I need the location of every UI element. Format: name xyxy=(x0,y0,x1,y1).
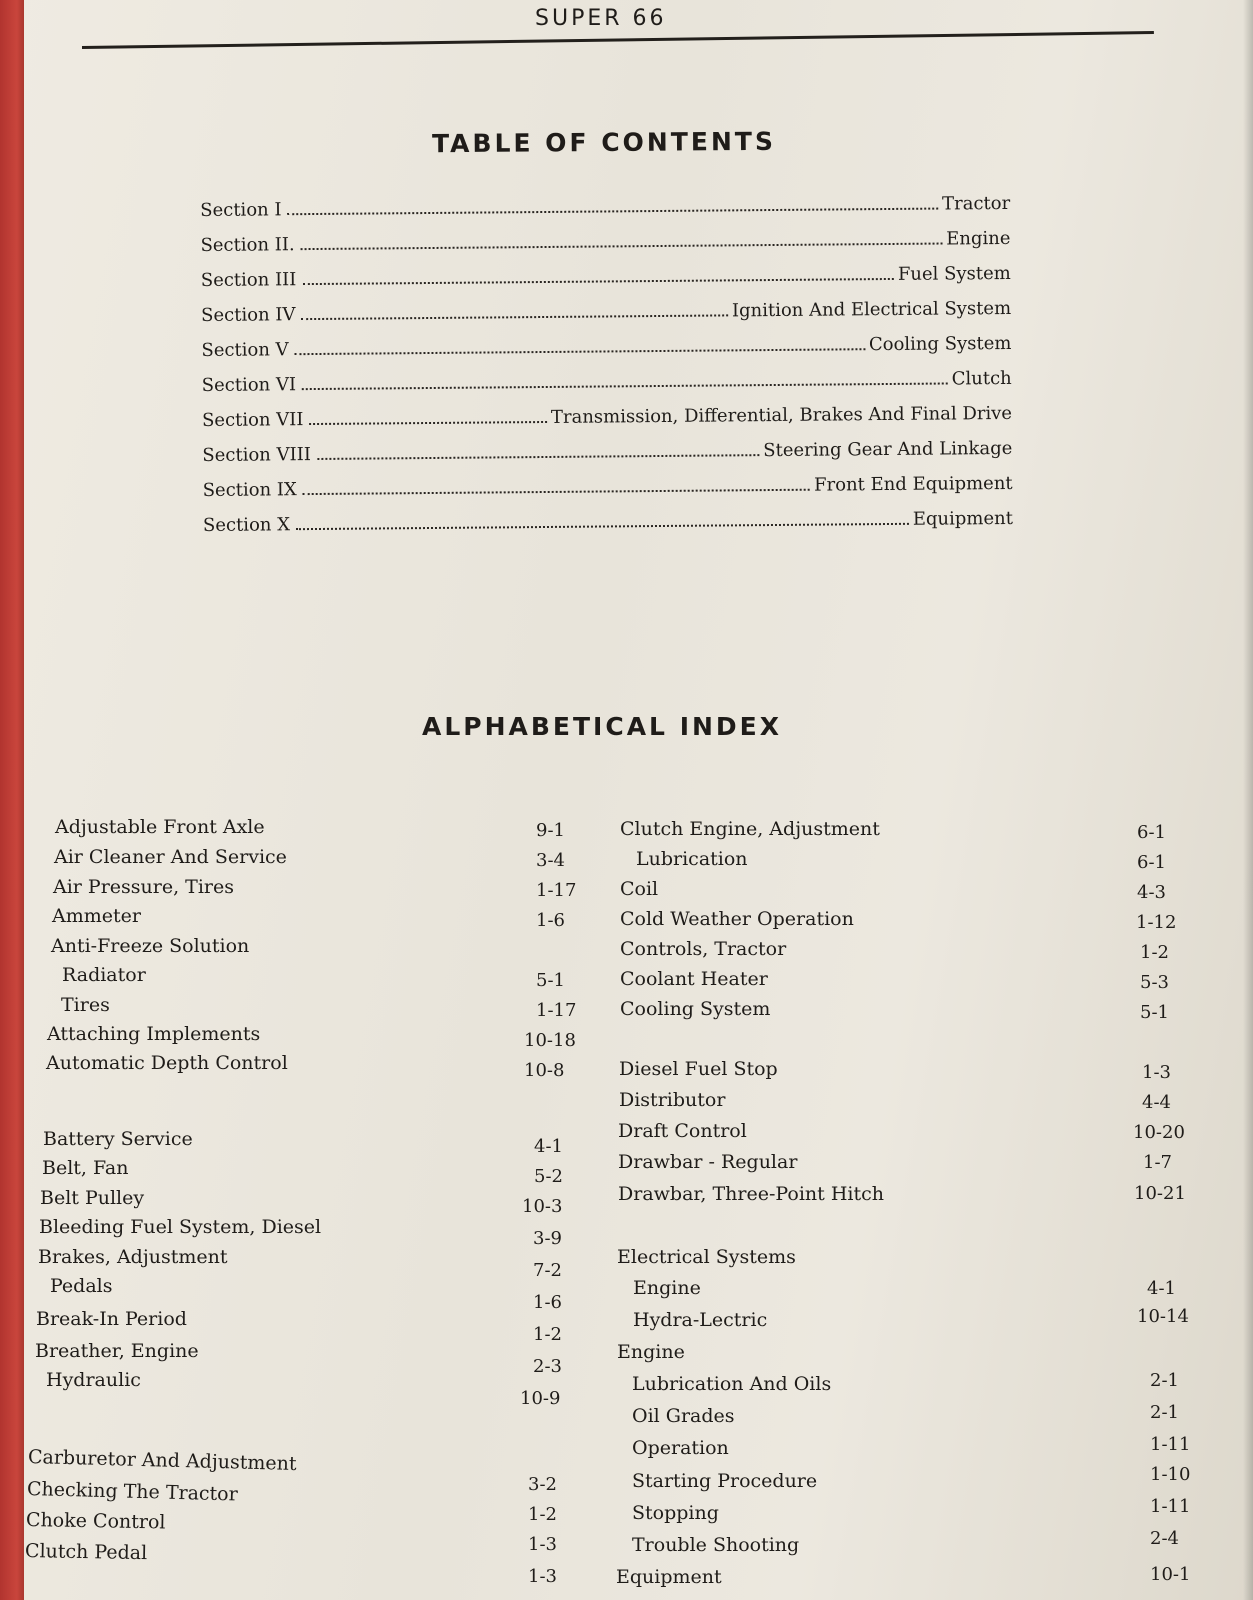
index-entry: Lubrication And Oils xyxy=(632,1373,832,1395)
index-entry: Drawbar, Three-Point Hitch xyxy=(618,1183,884,1205)
index-page: 1-11 xyxy=(1150,1434,1191,1455)
toc-section: Section I xyxy=(200,199,282,221)
index-page: 1-3 xyxy=(1142,1062,1171,1083)
toc-title: Cooling System xyxy=(868,332,1012,356)
page-shadow xyxy=(1243,0,1253,1600)
index-page: 1-3 xyxy=(528,1534,557,1555)
index-page: 1-2 xyxy=(533,1324,562,1345)
index-entry: Engine xyxy=(617,1341,685,1363)
toc-title: Ignition And Electrical System xyxy=(731,297,1012,322)
index-entry: Electrical Systems xyxy=(617,1246,796,1268)
index-page: 9-1 xyxy=(536,820,565,841)
index-page: 10-20 xyxy=(1133,1122,1185,1143)
toc-section: Section V xyxy=(201,339,289,361)
index-entry: Breather, Engine xyxy=(35,1340,199,1362)
index-page: 6-1 xyxy=(1137,822,1166,843)
toc-section: Section VIII xyxy=(202,444,311,466)
index-page: 1-2 xyxy=(528,1504,557,1525)
index-entry: Automatic Depth Control xyxy=(46,1052,288,1074)
index-page: 4-1 xyxy=(534,1136,563,1157)
toc-heading: TABLE OF CONTENTS xyxy=(431,126,777,159)
index-entry: Distributor xyxy=(619,1089,726,1111)
index-entry: Trouble Shooting xyxy=(632,1534,800,1556)
index-page: 1-3 xyxy=(528,1566,557,1587)
toc-leader xyxy=(301,243,943,251)
toc-leader xyxy=(303,489,810,495)
index-entry: Tires xyxy=(61,994,110,1016)
toc-leader xyxy=(296,523,909,530)
index-page: 5-1 xyxy=(536,970,565,991)
index-page: 3-4 xyxy=(536,850,565,871)
index-entry: Stopping xyxy=(632,1502,719,1524)
index-page: 10-21 xyxy=(1134,1183,1186,1204)
index-page: 1-7 xyxy=(1143,1152,1172,1173)
toc-title: Front End Equipment xyxy=(813,472,1013,496)
index-page: 10-14 xyxy=(1137,1306,1189,1327)
toc-section: Section X xyxy=(202,514,291,536)
index-page: 10-18 xyxy=(524,1030,576,1051)
index-entry: Operation xyxy=(632,1437,729,1459)
toc-leader xyxy=(301,314,728,320)
index-page: 10-9 xyxy=(520,1388,561,1409)
index-entry: Hydra-Lectric xyxy=(633,1309,768,1331)
index-page: 6-1 xyxy=(1137,852,1166,873)
index-entry: Ammeter xyxy=(52,905,141,927)
index-entry: Lubrication xyxy=(636,848,748,870)
toc-list xyxy=(200,179,1013,536)
toc-row xyxy=(203,494,1013,536)
index-entry: Engine xyxy=(633,1277,701,1299)
index-entry: Coil xyxy=(620,878,659,900)
index-entry: Controls, Tractor xyxy=(620,938,787,960)
index-heading: ALPHABETICAL INDEX xyxy=(422,712,783,741)
header-rule xyxy=(82,31,1154,49)
index-page: 10-8 xyxy=(524,1060,565,1081)
index-page: 1-2 xyxy=(1140,942,1169,963)
toc-title: Tractor xyxy=(941,192,1011,215)
index-entry: Equipment xyxy=(616,1566,722,1588)
toc-leader xyxy=(310,421,547,425)
index-entry: Attaching Implements xyxy=(47,1023,261,1045)
index-page: 10-1 xyxy=(1150,1564,1191,1585)
index-page: 1-11 xyxy=(1150,1496,1191,1517)
index-entry: Belt Pulley xyxy=(40,1187,145,1209)
toc-section: Section VII xyxy=(201,409,304,431)
index-page: 1-17 xyxy=(536,1000,577,1021)
index-entry: Brakes, Adjustment xyxy=(38,1246,228,1268)
index-entry: Anti-Freeze Solution xyxy=(51,935,250,957)
index-entry: Cold Weather Operation xyxy=(620,908,854,930)
index-page: 2-1 xyxy=(1150,1402,1179,1423)
toc-title: Clutch xyxy=(951,367,1012,390)
toc-leader xyxy=(317,454,759,460)
index-page: 2-1 xyxy=(1150,1370,1179,1391)
running-header: SUPER 66 xyxy=(535,6,667,31)
index-entry: Adjustable Front Axle xyxy=(55,816,265,838)
index-page: 2-4 xyxy=(1150,1528,1179,1549)
index-entry: Oil Grades xyxy=(632,1405,735,1427)
toc-title: Engine xyxy=(946,227,1011,250)
index-entry: Starting Procedure xyxy=(632,1470,818,1492)
index-entry: Hydraulic xyxy=(46,1369,141,1391)
index-page: 1-17 xyxy=(536,880,577,901)
binding-edge xyxy=(0,0,24,1600)
index-entry: Air Pressure, Tires xyxy=(53,876,235,898)
toc-section: Section VI xyxy=(201,374,297,396)
index-page: 1-6 xyxy=(533,1292,562,1313)
index-page: 5-3 xyxy=(1140,972,1169,993)
index-entry: Draft Control xyxy=(618,1120,747,1142)
index-page: 7-2 xyxy=(533,1260,562,1281)
index-entry: Pedals xyxy=(50,1275,113,1297)
toc-title: Transmission, Differential, Brakes And Final Drive xyxy=(550,402,1013,428)
index-page: 1-10 xyxy=(1150,1464,1191,1485)
index-entry: Carburetor And Adjustment xyxy=(27,1446,297,1476)
index-page: 4-3 xyxy=(1137,882,1166,903)
index-page: 1-6 xyxy=(536,910,565,931)
index-page: 4-4 xyxy=(1142,1092,1171,1113)
toc-leader xyxy=(302,382,948,390)
index-entry: Break-In Period xyxy=(36,1308,187,1330)
toc-section: Section III xyxy=(200,269,297,291)
index-page: 4-1 xyxy=(1147,1278,1176,1299)
index-entry: Air Cleaner And Service xyxy=(54,846,287,868)
toc-section: Section II. xyxy=(200,234,295,256)
toc-title: Equipment xyxy=(912,507,1014,530)
index-entry: Coolant Heater xyxy=(620,968,768,990)
index-page: 2-3 xyxy=(533,1356,562,1377)
index-page: 1-12 xyxy=(1136,912,1177,933)
index-entry: Cooling System xyxy=(620,998,771,1020)
index-entry: Diesel Fuel Stop xyxy=(619,1058,778,1080)
toc-leader xyxy=(288,208,939,216)
toc-section: Section IV xyxy=(201,304,296,326)
toc-section: Section IX xyxy=(202,479,297,501)
toc-title: Fuel System xyxy=(897,262,1011,285)
index-page: 10-3 xyxy=(522,1196,563,1217)
index-page: 5-1 xyxy=(1140,1002,1169,1023)
index-entry: Battery Service xyxy=(43,1128,193,1150)
index-entry: Checking The Tractor xyxy=(26,1478,238,1506)
index-page: 3-2 xyxy=(528,1474,557,1495)
toc-leader xyxy=(302,278,894,285)
index-entry: Choke Control xyxy=(25,1509,166,1534)
index-entry: Clutch Engine, Adjustment xyxy=(620,818,880,840)
index-entry: Bleeding Fuel System, Diesel xyxy=(39,1216,322,1238)
index-entry: Radiator xyxy=(62,964,146,986)
index-entry: Belt, Fan xyxy=(42,1157,129,1179)
index-entry: Clutch Pedal xyxy=(24,1540,148,1565)
index-page: 5-2 xyxy=(534,1166,563,1187)
index-entry: Drawbar - Regular xyxy=(618,1151,798,1173)
toc-title: Steering Gear And Linkage xyxy=(763,437,1013,462)
toc-leader xyxy=(295,348,865,355)
index-page: 3-9 xyxy=(533,1228,562,1249)
